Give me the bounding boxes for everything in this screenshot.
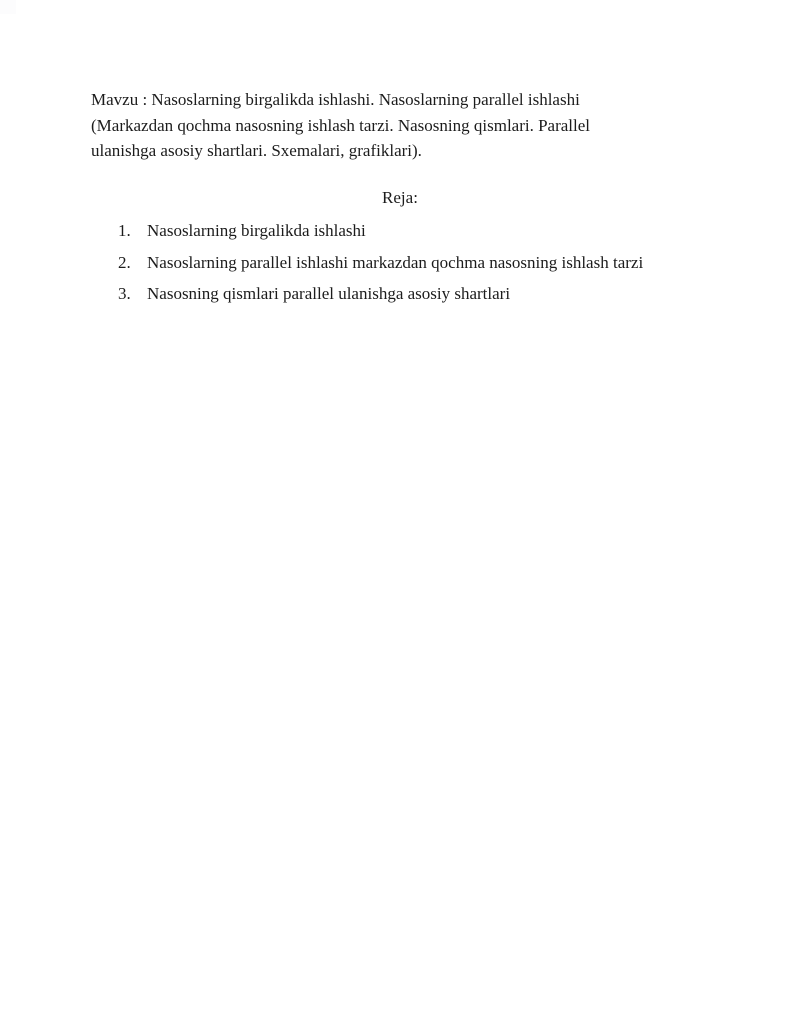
topic-line-1: Mavzu : Nasoslarning birgalikda ishlashi. Nasoslarning parallel ishlashi xyxy=(91,90,580,109)
plan-item-2-number: 2. xyxy=(118,252,131,272)
plan-item-1 xyxy=(91,215,709,247)
topic-line-2: (Markazdan qochma nasosning ishlash tarzi. Nasosning qismlari. Parallel xyxy=(91,115,591,135)
document-content xyxy=(91,0,709,310)
plan-item-3 xyxy=(91,278,709,310)
plan-item-3-text: Nasosning qismlari parallel ulanishga asosiy shartlari xyxy=(147,284,511,303)
topic-paragraph xyxy=(91,0,709,164)
plan-item-1-text: Nasoslarning birgalikda ishlashi xyxy=(147,221,366,240)
plan-item-1-number: 1. xyxy=(118,221,131,240)
plan-list xyxy=(91,215,709,310)
corner-artifact xyxy=(0,0,16,14)
plan-heading: Reja: xyxy=(382,187,418,207)
plan-item-3-number: 3. xyxy=(118,284,131,303)
plan-item-2-text: Nasoslarning parallel ishlashi markazdan qochma nasosning ishlash tarzi xyxy=(147,252,644,272)
plan-item-2 xyxy=(91,247,709,279)
topic-line-3: ulanishga asosiy shartlari. Sxemalari, grafiklari). xyxy=(91,141,422,160)
